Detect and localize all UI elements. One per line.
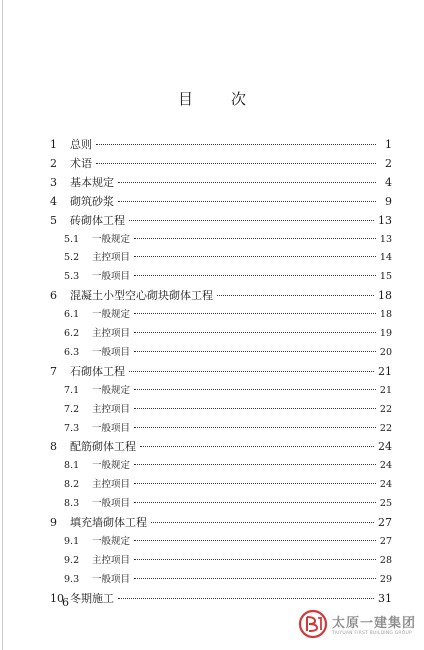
toc-entry-title: 基本规定 bbox=[70, 175, 114, 189]
dot-leader bbox=[118, 200, 376, 202]
toc-entry-title: 主控项目 bbox=[92, 252, 131, 264]
toc-entry-title: 一般规定 bbox=[92, 309, 131, 321]
toc-entry-page: 1 bbox=[385, 138, 392, 151]
toc-entry-page: 28 bbox=[379, 554, 392, 566]
toc-entry-page: 19 bbox=[379, 328, 392, 339]
toc-entry-title: 一般规定 bbox=[92, 384, 131, 396]
toc-entry-page: 22 bbox=[379, 403, 392, 415]
toc-chapter-entry bbox=[50, 438, 392, 456]
watermark-logo bbox=[298, 608, 416, 640]
toc-entry-number: 5 bbox=[50, 213, 57, 227]
toc-chapter-entry bbox=[50, 514, 392, 532]
dot-leader bbox=[217, 294, 374, 296]
toc-entry-title: 一般项目 bbox=[92, 346, 131, 358]
toc-section-entry bbox=[50, 533, 392, 551]
toc-chapter-entry bbox=[50, 212, 392, 230]
toc-chapter-entry bbox=[50, 136, 392, 154]
toc-entry-page: 20 bbox=[379, 346, 392, 358]
toc-entry-title: 填充墙砌体工程 bbox=[70, 516, 147, 529]
toc-section-entry bbox=[50, 495, 392, 513]
toc-chapter-entry bbox=[50, 174, 392, 192]
toc-entry-number: 7 bbox=[50, 364, 57, 378]
toc-section-entry bbox=[50, 401, 392, 419]
toc-entry-number: 7.1 bbox=[64, 384, 80, 396]
toc-entry-number: 7.3 bbox=[64, 422, 80, 434]
toc-entry-number: 6 bbox=[50, 289, 57, 303]
toc-entry-number: 4 bbox=[50, 194, 57, 208]
dot-leader bbox=[134, 463, 376, 465]
toc-entry-page: 21 bbox=[378, 364, 392, 378]
toc-entry-title: 石砌体工程 bbox=[70, 364, 125, 378]
toc-entry-page: 22 bbox=[379, 422, 392, 434]
dot-leader bbox=[134, 577, 376, 579]
toc-entry-page: 9 bbox=[385, 194, 392, 208]
toc-chapter-entry bbox=[50, 155, 392, 173]
toc-entry-title: 一般项目 bbox=[92, 271, 131, 283]
toc-entry-number: 9.3 bbox=[64, 573, 80, 585]
dot-leader bbox=[134, 312, 376, 314]
watermark-name: 太原一建集团 bbox=[332, 616, 417, 631]
toc-section-entry bbox=[50, 231, 392, 249]
dot-leader bbox=[134, 539, 376, 541]
toc-entry-number: 2 bbox=[50, 156, 57, 170]
dot-leader bbox=[134, 407, 376, 409]
dot-leader bbox=[134, 388, 376, 390]
dot-leader bbox=[140, 445, 374, 447]
toc-entry-page: 24 bbox=[378, 440, 392, 454]
toc-entry-title: 砖砌体工程 bbox=[70, 213, 125, 227]
dot-leader bbox=[118, 181, 376, 183]
toc-entry-title: 主控项目 bbox=[92, 554, 131, 566]
toc-section-entry bbox=[50, 325, 392, 343]
toc-chapter-entry bbox=[50, 287, 392, 305]
toc-section-entry bbox=[50, 306, 392, 324]
dot-leader bbox=[129, 370, 374, 372]
toc-entry-page: 4 bbox=[385, 175, 392, 189]
toc-entry-title: 一般项目 bbox=[92, 422, 131, 434]
dot-leader bbox=[134, 501, 376, 503]
toc-entry-page: 24 bbox=[379, 479, 392, 491]
toc-entry-page: 21 bbox=[379, 384, 392, 396]
toc-entry-page: 27 bbox=[379, 535, 392, 547]
company-logo-icon bbox=[298, 609, 328, 639]
toc-section-entry bbox=[50, 268, 392, 286]
toc-entry-title: 配筋砌体工程 bbox=[70, 440, 136, 454]
toc-section-entry bbox=[50, 571, 392, 589]
dot-leader bbox=[134, 558, 376, 560]
toc-entry-page: 18 bbox=[379, 309, 392, 321]
toc-entry-title: 术语 bbox=[70, 156, 92, 170]
toc-section-entry bbox=[50, 344, 392, 362]
toc-entry-number: 8.2 bbox=[64, 479, 80, 491]
dot-leader bbox=[118, 597, 374, 599]
toc-entry-number: 9 bbox=[50, 516, 57, 529]
dot-leader bbox=[151, 521, 374, 523]
toc-entry-page: 31 bbox=[378, 591, 392, 605]
toc-entry-page: 15 bbox=[379, 271, 392, 283]
toc-entry-number: 7.2 bbox=[64, 403, 80, 415]
toc-chapter-entry bbox=[50, 590, 392, 608]
toc-entry-title: 一般项目 bbox=[92, 573, 131, 585]
toc-entry-page: 14 bbox=[379, 252, 392, 264]
toc-entry-number: 8.1 bbox=[64, 460, 80, 472]
toc-entry-title: 混凝土小型空心砌块砌体工程 bbox=[70, 289, 213, 303]
toc-title-char-1: 目 bbox=[177, 90, 193, 108]
dot-leader bbox=[134, 426, 376, 428]
dot-leader bbox=[96, 162, 376, 164]
toc-entry-title: 一般规定 bbox=[92, 233, 131, 245]
toc-entry-page: 25 bbox=[379, 498, 392, 510]
toc-entry-title: 砌筑砂浆 bbox=[70, 194, 114, 208]
toc-entry-page: 27 bbox=[378, 516, 392, 529]
dot-leader bbox=[134, 331, 376, 333]
toc-entry-title: 总则 bbox=[70, 138, 92, 151]
toc-entry-page: 2 bbox=[385, 156, 392, 170]
toc-title bbox=[0, 88, 424, 109]
toc-entry-number: 8.3 bbox=[64, 498, 80, 510]
toc-section-entry bbox=[50, 552, 392, 570]
toc-entry-title: 主控项目 bbox=[92, 479, 131, 491]
toc-entry-number: 9.2 bbox=[64, 554, 80, 566]
toc-title-char-2: 次 bbox=[231, 90, 247, 108]
dot-leader bbox=[129, 219, 374, 221]
toc-entry-number: 10 bbox=[50, 591, 64, 605]
dot-leader bbox=[134, 482, 376, 484]
toc-section-entry bbox=[50, 476, 392, 494]
dot-leader bbox=[134, 237, 376, 239]
toc-entry-title: 冬期施工 bbox=[70, 591, 114, 605]
toc-entry-title: 一般规定 bbox=[92, 460, 131, 472]
toc-entry-number: 3 bbox=[50, 175, 57, 189]
toc-entry-title: 一般规定 bbox=[92, 535, 131, 547]
toc-entry-title: 主控项目 bbox=[92, 403, 131, 415]
dot-leader bbox=[96, 143, 376, 145]
toc-section-entry bbox=[50, 249, 392, 267]
toc-entry-number: 9.1 bbox=[64, 535, 80, 547]
toc-entry-number: 5.3 bbox=[64, 271, 80, 283]
watermark-subtitle: TAIYUAN FIRST BUILDING GROUP bbox=[332, 631, 412, 636]
toc-entry-title: 一般项目 bbox=[92, 498, 131, 510]
toc-section-entry bbox=[50, 457, 392, 475]
toc-entry-title: 主控项目 bbox=[92, 328, 131, 339]
toc-entry-number: 6.1 bbox=[64, 309, 80, 321]
toc-section-entry bbox=[50, 382, 392, 400]
dot-leader bbox=[134, 274, 376, 276]
toc-chapter-entry bbox=[50, 363, 392, 381]
toc-entry-page: 24 bbox=[379, 460, 392, 472]
toc-entry-page: 13 bbox=[379, 233, 392, 245]
toc-entry-number: 5.1 bbox=[64, 233, 80, 245]
toc-section-entry bbox=[50, 420, 392, 438]
page-number: 6 bbox=[62, 596, 69, 609]
toc-chapter-entry bbox=[50, 193, 392, 211]
toc-entry-page: 13 bbox=[378, 213, 392, 227]
toc-entry-number: 8 bbox=[50, 440, 57, 454]
toc-entry-number: 5.2 bbox=[64, 252, 80, 264]
toc-entry-page: 29 bbox=[379, 573, 392, 585]
toc-entry-page: 18 bbox=[378, 289, 392, 303]
dot-leader bbox=[134, 350, 376, 352]
toc-entry-number: 1 bbox=[50, 138, 57, 151]
toc-entry-number: 6.2 bbox=[64, 328, 80, 339]
dot-leader bbox=[134, 255, 376, 257]
toc-entry-number: 6.3 bbox=[64, 346, 80, 358]
